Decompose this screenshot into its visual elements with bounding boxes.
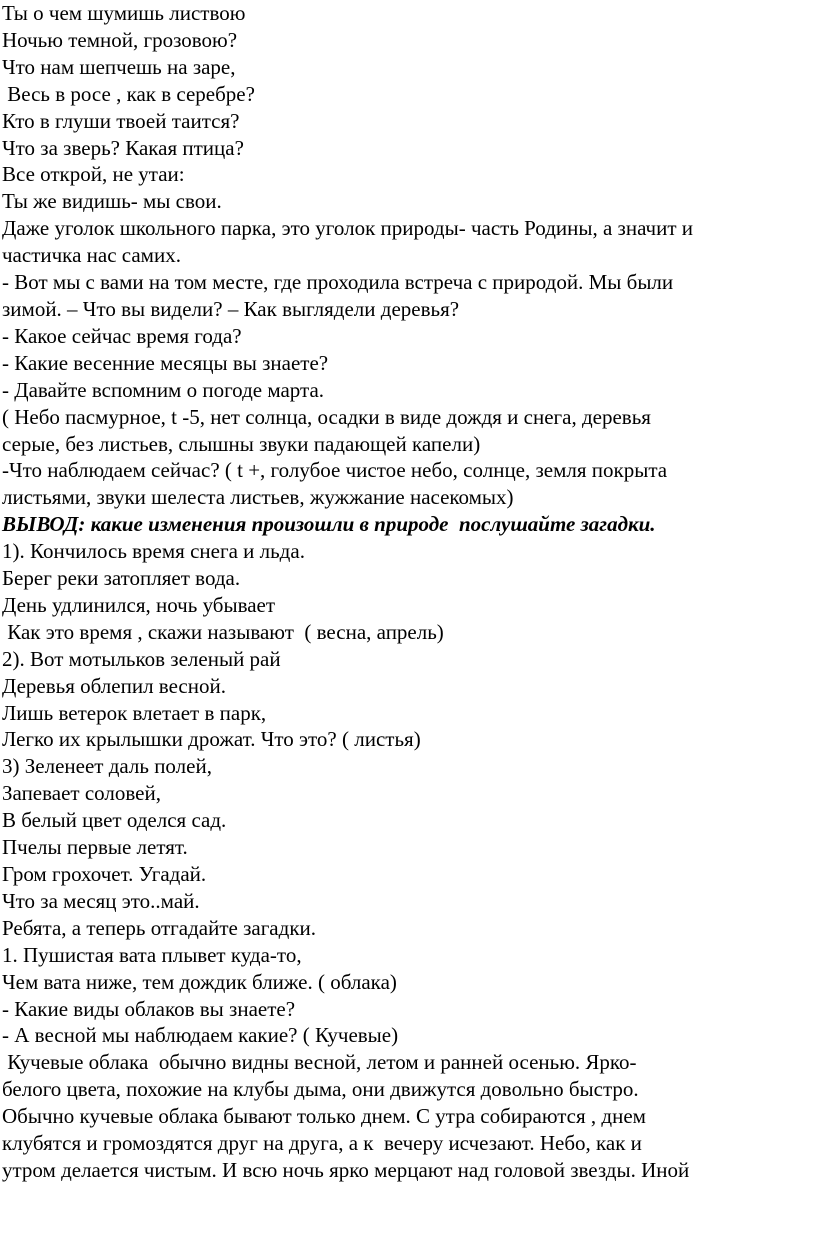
conclusion-heading: ВЫВОД: какие изменения произошли в природе послушайте загадки. [2,512,656,537]
poem-line: Ты же видишь- мы свои. [2,189,222,214]
poem-line: Ты о чем шумишь листвою [2,1,246,25]
riddle-line: В белый цвет оделся сад. [2,808,227,833]
text-line: Обычно кучевые облака бывают только днем. С утра собираются , днем [2,1104,646,1129]
riddle-line: Запевает соловей, [2,781,161,806]
riddle-line: 2). Вот мотыльков зеленый рай [2,646,281,671]
text-line: Даже уголок школьного парка, это уголок природы- часть Родины, а значит и [2,216,694,241]
riddle-line: День удлинился, ночь убывает [2,592,276,617]
text-line: - Вот мы с вами на том месте, где проходила встреча с природой. Мы были [2,270,674,295]
text-line: зимой. – Что вы видели? – Как выглядели деревья? [2,296,460,321]
poem-line: Что за зверь? Какая птица? [2,135,244,160]
riddle-line: Пчелы первые летят. [2,835,188,860]
text-line: - Какое сейчас время года? [2,323,242,348]
text-line: листьями, звуки шелеста листьев, жужжание насекомых) [2,485,514,510]
riddle-line: Деревья облепил весной. [2,673,226,698]
text-line: белого цвета, похожие на клубы дыма, они движутся довольно быстро. [2,1077,639,1102]
text-line: ( Небо пасмурное, t -5, нет солнца, осадки в виде дождя и снега, деревья [2,404,651,429]
poem-line: Кто в глуши твоей таится? [2,108,240,133]
text-line: серые, без листьев, слышны звуки падающей капели) [2,431,481,456]
riddle-line: Чем вата ниже, тем дождик ближе. ( облака) [2,969,397,994]
text-line: клубятся и громоздятся друг на друга, а к вечеру исчезают. Небо, как и [2,1131,642,1156]
text-line: - Какие виды облаков вы знаете? [2,996,296,1021]
riddle-line: 3) Зеленеет даль полей, [2,754,212,779]
riddle-line: Как это время , скажи называют ( весна, апрель) [2,619,444,644]
text-line: Ребята, а теперь отгадайте загадки. [2,915,317,940]
text-line: -Что наблюдаем сейчас? ( t +, голубое чистое небо, солнце, земля покрыта [2,458,668,483]
riddle-line: Легко их крылышки дрожат. Что это? ( листья) [2,727,421,752]
text-line: - Какие весенние месяцы вы знаете? [2,350,329,375]
riddle-line: Гром грохочет. Угадай. [2,862,207,886]
riddle-line: 1. Пушистая вата плывет куда-то, [2,942,302,967]
poem-line: Что нам шепчешь на заре, [2,54,236,79]
poem-line: Ночью темной, грозовою? [2,27,238,52]
text-line: Кучевые облака обычно видны весной, летом и ранней осенью. Ярко- [2,1050,637,1075]
riddle-line: 1). Кончилось время снега и льда. [2,539,305,564]
text-line: частичка нас самих. [2,243,181,268]
text-line: - Давайте вспомним о погоде марта. [2,377,325,402]
riddle-line: Берег реки затопляет вода. [2,566,241,591]
poem-line: Все открой, не утаи: [2,162,185,187]
riddle-line: Что за месяц это..май. [2,888,200,913]
text-line: утром делается чистым. И всю ночь ярко мерцают над головой звезды. Иной [2,1157,690,1182]
riddle-line: Лишь ветерок влетает в парк, [2,700,267,725]
poem-line: Весь в росе , как в серебре? [2,81,255,106]
text-line: - А весной мы наблюдаем какие? ( Кучевые) [2,1023,399,1048]
